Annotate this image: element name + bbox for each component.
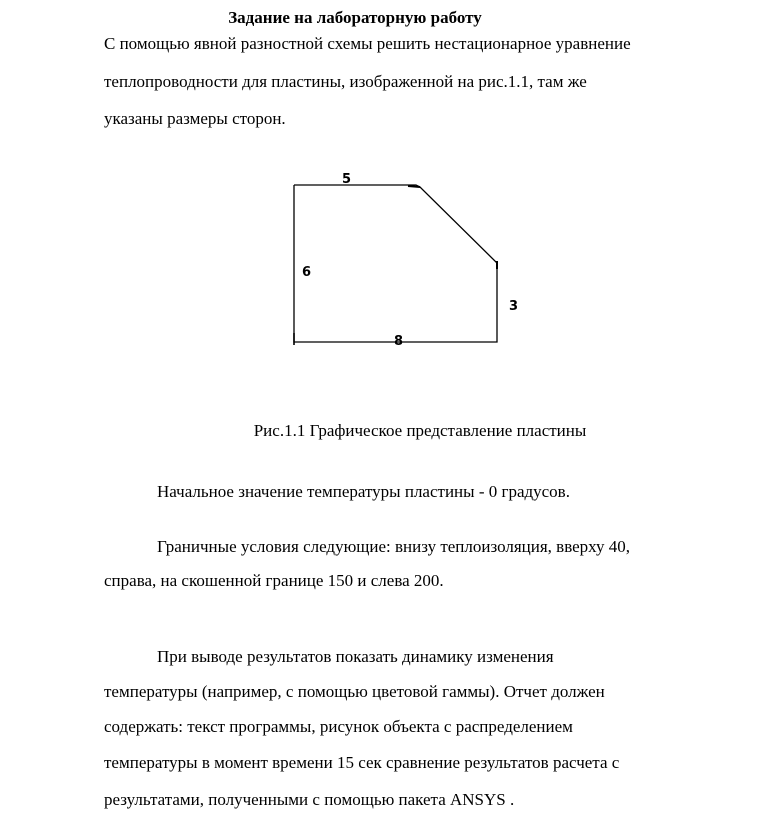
- output-line-3: содержать: текст программы, рисунок объекта с распределением: [104, 717, 573, 736]
- output-line-2: температуры (например, с помощью цветовой гаммы). Отчет должен: [104, 682, 605, 701]
- label-top: 5: [342, 172, 352, 187]
- page-title: Задание на лабораторную работу: [228, 8, 482, 27]
- output-line-5: результатами, полученными с помощью пакета ANSYS .: [104, 790, 515, 809]
- intro-line-1: С помощью явной разностной схемы решить нестационарное уравнение: [104, 34, 631, 53]
- tick-bevel-top: [408, 186, 420, 187]
- plate-drawing: [280, 165, 520, 355]
- label-right: 3: [509, 299, 519, 314]
- intro-line-3: указаны размеры сторон.: [104, 109, 286, 128]
- label-bottom: 8: [394, 334, 404, 349]
- plate-outline: [294, 185, 497, 342]
- boundary-line-2: справа, на скошенной границе 150 и слева 200.: [104, 571, 444, 590]
- plate-figure: [280, 165, 520, 355]
- output-line-1: При выводе результатов показать динамику изменения: [157, 647, 554, 666]
- boundary-line-1: Граничные условия следующие: внизу теплоизоляция, вверху 40,: [157, 537, 631, 556]
- figure-caption: Рис.1.1 Графическое представление пластины: [253, 421, 587, 440]
- label-left: 6: [302, 265, 312, 280]
- initial-condition: Начальное значение температуры пластины - 0 градусов.: [157, 482, 570, 501]
- intro-line-2: теплопроводности для пластины, изображенной на рис.1.1, там же: [104, 72, 587, 91]
- output-line-4: температуры в момент времени 15 сек сравнение результатов расчета с: [104, 753, 620, 772]
